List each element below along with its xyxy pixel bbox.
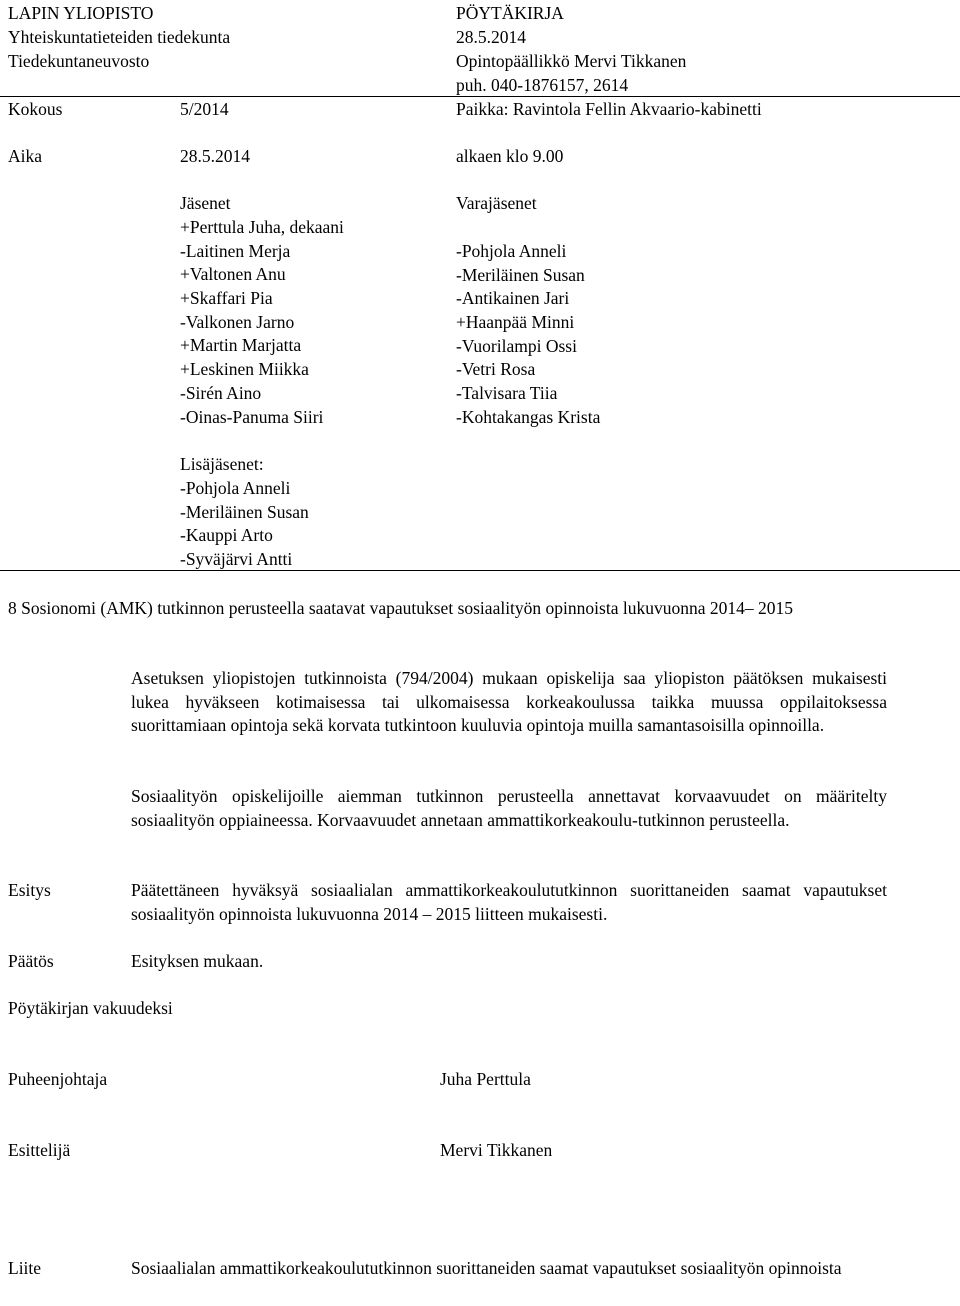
member-item: +Skaffari Pia — [180, 288, 273, 309]
item-title: 8 Sosionomi (AMK) tutkinnon perusteella saatavat vapautukset sosiaalityön opinnoista lukuvuonna 2014– 2015 — [8, 598, 793, 618]
extra-members-list — [180, 477, 309, 572]
vakuudeksi: Pöytäkirjan vakuudeksi — [8, 998, 173, 1018]
member-item: -Laitinen Merja — [180, 240, 291, 261]
kokous-value: 5/2014 — [180, 99, 229, 119]
deputy-item: -Talvisara Tiia — [456, 383, 558, 404]
item-paragraph-1: Asetuksen yliopistojen tutkinnoista (794/2004) mukaan opiskelija saa yliopiston päätöksen mukaisesti lukea hyväkseen kotimaisessa tai ulkomaisessa korkeakoulussa taikka muussa oppilaitoksessa suorittamiaan opintoja sekä korvata tutkintoon kuuluvia opintoja muilla samantasoisilla opinnoilla. — [131, 668, 887, 736]
deputies-list — [456, 240, 600, 430]
member-item: -Oinas-Panuma Siiri — [180, 406, 324, 427]
meeting-place: Paikka: Ravintola Fellin Akvaario-kabinetti — [456, 99, 762, 119]
member-item: +Leskinen Miikka — [180, 359, 309, 380]
contact-name: Opintopäällikkö Mervi Tikkanen — [456, 51, 687, 71]
contact-phone: puh. 040-1876157, 2614 — [456, 75, 629, 95]
faculty-name: Yhteiskuntatieteiden tiedekunta — [8, 27, 231, 47]
liite-text: Sosiaalialan ammattikorkeakoulututkinnon suorittaneiden saamat vapautukset sosiaalityön opinnoista — [131, 1258, 842, 1278]
paatos-label: Päätös — [8, 951, 54, 971]
esitys-text: Päätettäneen hyväksyä sosiaalialan ammattikorkeakoulututkinnon suorittaneiden saamat vapautukset sosiaalityön opinnoista lukuvuonna 2014 – 2015 liitteen mukaisesti. — [131, 880, 887, 924]
members-list — [180, 216, 344, 429]
member-item: -Valkonen Jarno — [180, 311, 295, 332]
item-paragraph-2: Sosiaalityön opiskelijoille aiemman tutkinnon perusteella annettavat korvaavuudet on määritelty sosiaalityön oppiaineessa. Korvaavuudet annetaan ammattikorkeakoulu-tutkinnon perusteella. — [131, 786, 887, 830]
meeting-start: alkaen klo 9.00 — [456, 146, 564, 166]
extra-member-item: -Kauppi Arto — [180, 525, 273, 546]
deputy-item: -Kohtakangas Krista — [456, 406, 601, 427]
doc-date: 28.5.2014 — [456, 27, 526, 47]
paatos-text: Esityksen mukaan. — [131, 951, 264, 971]
org-name: LAPIN YLIOPISTO — [8, 3, 154, 23]
kokous-label: Kokous — [8, 99, 63, 119]
liite-label: Liite — [8, 1258, 42, 1278]
members-divider — [0, 570, 960, 571]
member-item: +Valtonen Anu — [180, 264, 286, 285]
deputies-heading: Varajäsenet — [456, 193, 537, 213]
presenter-name: Mervi Tikkanen — [440, 1140, 553, 1160]
aika-value: 28.5.2014 — [180, 146, 250, 166]
extra-member-item: -Meriläinen Susan — [180, 501, 309, 522]
doc-type: PÖYTÄKIRJA — [456, 3, 564, 23]
header-divider — [0, 96, 960, 97]
member-item: -Sirén Aino — [180, 382, 262, 403]
extra-member-item: -Pohjola Anneli — [180, 478, 291, 498]
deputy-item: -Vetri Rosa — [456, 359, 536, 380]
extra-member-item: -Syväjärvi Antti — [180, 549, 293, 570]
deputy-item: -Meriläinen Susan — [456, 264, 585, 285]
member-item: +Martin Marjatta — [180, 335, 302, 356]
chair-name: Juha Perttula — [440, 1069, 531, 1089]
extra-members-heading: Lisäjäsenet: — [180, 454, 264, 474]
esitys-label: Esitys — [8, 880, 51, 900]
deputy-item: -Antikainen Jari — [456, 288, 570, 309]
chair-label: Puheenjohtaja — [8, 1069, 108, 1089]
deputy-item: -Pohjola Anneli — [456, 241, 567, 261]
deputy-item: -Vuorilampi Ossi — [456, 335, 577, 356]
members-heading: Jäsenet — [180, 193, 231, 213]
member-item: +Perttula Juha, dekaani — [180, 217, 344, 237]
council-name: Tiedekuntaneuvosto — [8, 51, 150, 71]
deputy-item: +Haanpää Minni — [456, 312, 575, 333]
aika-label: Aika — [8, 146, 43, 166]
presenter-label: Esittelijä — [8, 1140, 71, 1160]
